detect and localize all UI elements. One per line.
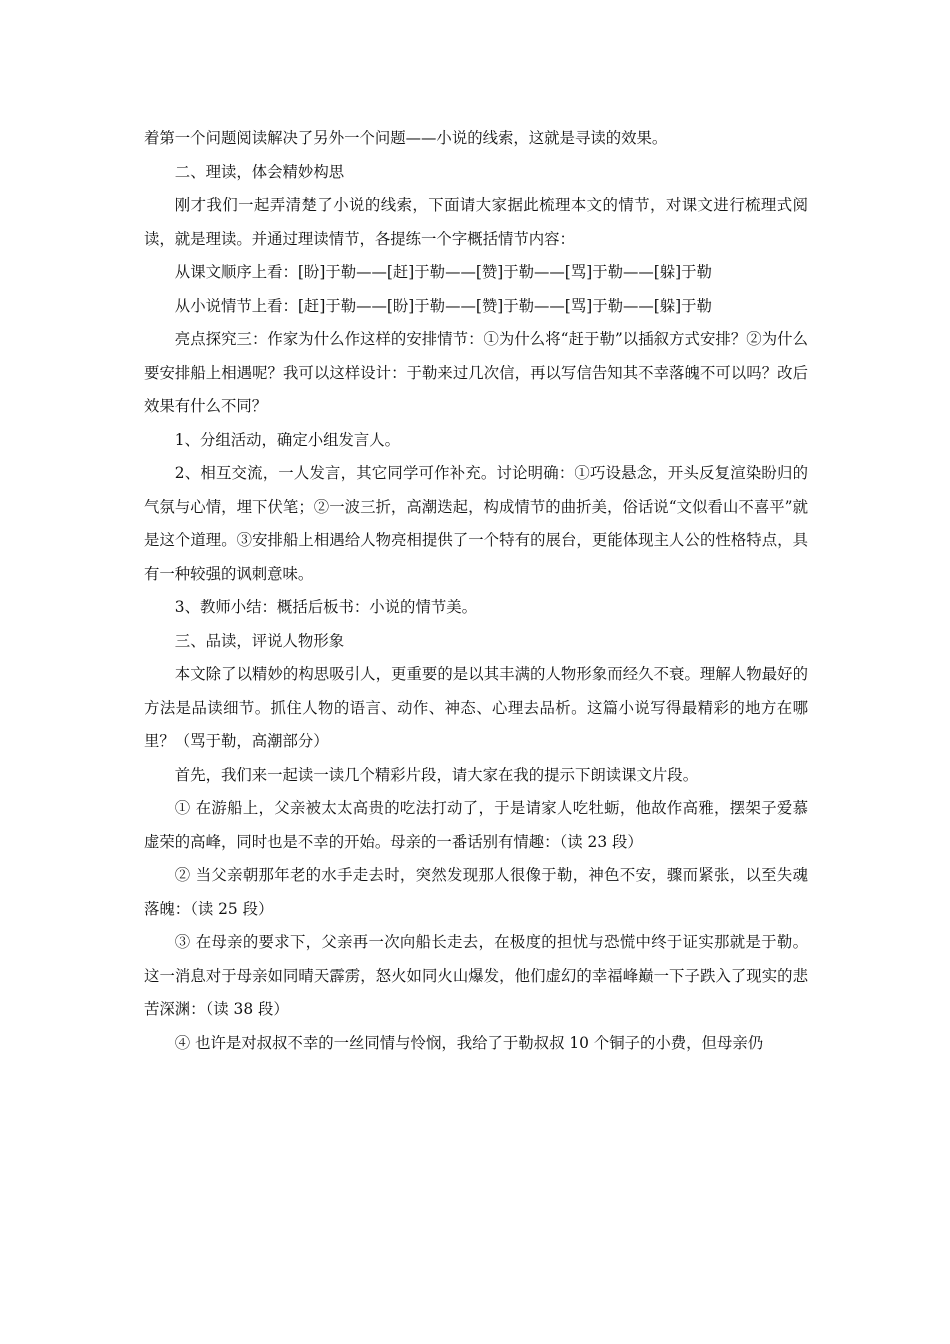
paragraph-reading-prompt: 首先，我们来一起读一读几个精彩片段，请大家在我的提示下朗读课文片段。 (174, 765, 699, 784)
plot-order-text-sequence: 从课文顺序上看：[盼]于勒——[赶]于勒——[赞]于勒——[骂]于勒——[躲]于勒 (174, 263, 712, 281)
excerpt-item-1: ① 在游船上，父亲被太太高贵的吃法打动了，于是请家人吃牡蛎，他故作高雅，摆架子爱慕虚荣的高峰，同时也是不幸的开始。母亲的一番话别有情趣：（读 23 段） (144, 799, 808, 851)
paragraph-highlight-inquiry: 亮点探究三：作家为什么作这样的安排情节：①为什么将“赶于勒”以插叙方式安排？②为什么要安排船上相遇呢？我可以这样设计：于勒来过几次信，再以写信告知其不幸落魄不可以吗？改后效果有什么不同？ (144, 330, 808, 415)
excerpt-item-2: ② 当父亲朝那年老的水手走去时，突然发现那人很像于勒，神色不安，骤而紧张，以至失魂落魄：（读 25 段） (144, 866, 808, 918)
section-heading-3: 三、品读，评说人物形象 (174, 631, 345, 650)
list-item-exchange: 2、相互交流，一人发言，其它同学可作补充。讨论明确：①巧设悬念，开头反复渲染盼归的气氛与心情，埋下伏笔；②一波三折，高潮迭起，构成情节的曲折美，俗话说“文似看山不喜平”就是这个道理。③安排船上相遇给人物亮相提供了一个特有的展台，更能体现主人公的性格特点，具有一种较强的讽刺意味。 (144, 464, 808, 583)
paragraph-character-intro: 本文除了以精妙的构思吸引人，更重要的是以其丰满的人物形象而经久不衰。理解人物最好的方法是品读细节。抓住人物的语言、动作、神态、心理去品析。这篇小说写得最精彩的地方在哪里？（骂于勒，高潮部分） (144, 665, 808, 750)
paragraph-intro-plot: 刚才我们一起弄清楚了小说的线索，下面请大家据此梳理本文的情节，对课文进行梳理式阅读，就是理读。并通过理读情节，各提练一个字概括情节内容： (144, 196, 808, 248)
excerpt-item-4: ④ 也许是对叔叔不幸的一丝同情与怜悯，我给了于勒叔叔 10 个铜子的小费，但母亲仍 (174, 1033, 764, 1052)
excerpt-item-3: ③ 在母亲的要求下，父亲再一次向船长走去，在极度的担忧与恐慌中终于证实那就是于勒。这一消息对于母亲如同晴天霹雳，怒火如同火山爆发，他们虚幻的幸福峰巅一下子跌入了现实的悲苦深渊：（读 38 段） (144, 933, 808, 1018)
plot-order-story-sequence: 从小说情节上看：[赶]于勒——[盼]于勒——[赞]于勒——[骂]于勒——[躲]于勒 (174, 296, 712, 315)
paragraph-continuation: 着第一个问题阅读解决了另外一个问题——小说的线索，这就是寻读的效果。 (144, 129, 668, 147)
list-item-group-activity: 1、分组活动，确定小组发言人。 (174, 430, 401, 449)
document-body (144, 122, 808, 1060)
list-item-teacher-summary: 3、教师小结：概括后板书：小说的情节美。 (174, 598, 478, 616)
section-heading-2: 二、理读，体会精妙构思 (174, 162, 345, 181)
